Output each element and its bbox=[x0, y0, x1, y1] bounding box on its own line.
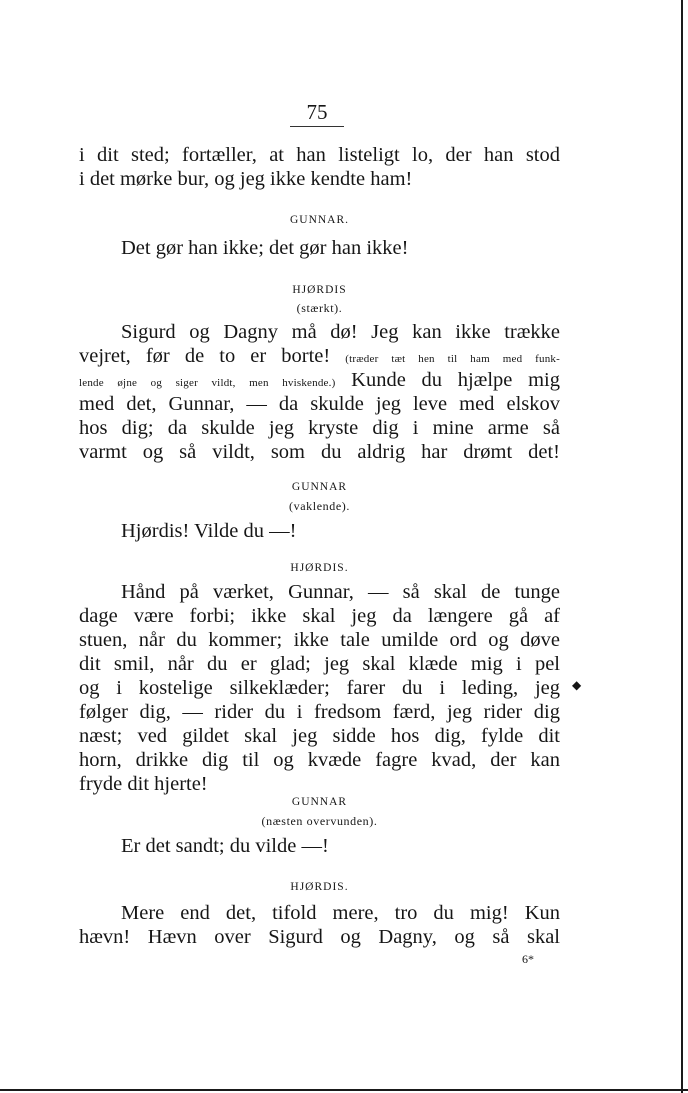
text-line bbox=[79, 368, 560, 395]
page-number-rule bbox=[290, 126, 344, 127]
text-line: følger dig, — rider du i fredsom færd, jeg rider dig bbox=[79, 701, 560, 723]
page-edge-right bbox=[681, 0, 683, 1093]
text-line: horn, drikke dig til og kvæde fagre kvad, der kan bbox=[79, 749, 560, 771]
text-line: med det, Gunnar, — da skulde jeg leve med elskov bbox=[79, 393, 560, 415]
speaker-name: HJØRDIS. bbox=[290, 562, 349, 574]
text-run: Kunde du hjælpe mig bbox=[351, 369, 560, 391]
text-line: og i kostelige silkeklæder; farer du i leding, jeg bbox=[79, 677, 560, 699]
stage-direction: lende øjne og siger vildt, men hviskende.) bbox=[79, 377, 336, 389]
speaker-name: HJØRDIS. bbox=[290, 881, 349, 893]
text-line: varmt og så vildt, som du aldrig har drømt det! bbox=[79, 441, 560, 463]
speaker-name: GUNNAR. bbox=[289, 214, 350, 226]
text-line: Hjørdis! Vilde du —! bbox=[121, 520, 297, 542]
page-edge-bottom bbox=[0, 1089, 688, 1091]
stage-direction: (træder tæt hen til ham med funk- bbox=[345, 353, 560, 365]
text-line: Det gør han ikke; det gør han ikke! bbox=[121, 237, 409, 259]
text-line: fryde dit hjerte! bbox=[79, 773, 208, 795]
speaker-name: GUNNAR bbox=[291, 481, 348, 493]
text-line: i dit sted; fortæller, at han listeligt lo, der han stod bbox=[79, 144, 560, 166]
stage-direction: (næsten overvunden). bbox=[261, 814, 378, 828]
signature-mark: 6* bbox=[522, 952, 534, 966]
text-run: vejret, før de to er borte! bbox=[79, 345, 331, 367]
text-line: Sigurd og Dagny må dø! Jeg kan ikke trække bbox=[121, 321, 560, 343]
text-line bbox=[79, 344, 560, 371]
margin-mark: ◆ bbox=[572, 678, 582, 692]
text-line: hos dig; da skulde jeg kryste dig i mine arme så bbox=[79, 417, 560, 439]
text-line: dage være forbi; ikke skal jeg da længere gå af bbox=[79, 605, 560, 627]
text-line: Mere end det, tifold mere, tro du mig! Kun bbox=[121, 902, 560, 924]
speaker-name: GUNNAR bbox=[291, 796, 348, 808]
text-line: hævn! Hævn over Sigurd og Dagny, og så skal bbox=[79, 926, 560, 948]
stage-direction: (stærkt). bbox=[296, 301, 343, 315]
text-line: næst; ved gildet skal jeg sidde hos dig, fylde dit bbox=[79, 725, 560, 747]
text-line: Hånd på værket, Gunnar, — så skal de tunge bbox=[121, 581, 560, 603]
speaker-name: HJØRDIS bbox=[292, 284, 347, 296]
text-line: Er det sandt; du vilde —! bbox=[121, 835, 329, 857]
text-line: dit smil, når du er glad; jeg skal klæde mig i pel bbox=[79, 653, 560, 675]
stage-direction: (vaklende). bbox=[289, 499, 350, 513]
page-number: 75 bbox=[306, 100, 328, 124]
text-line: stuen, når du kommer; ikke tale umilde ord og døve bbox=[79, 629, 560, 651]
text-line: i det mørke bur, og jeg ikke kendte ham! bbox=[79, 168, 413, 190]
